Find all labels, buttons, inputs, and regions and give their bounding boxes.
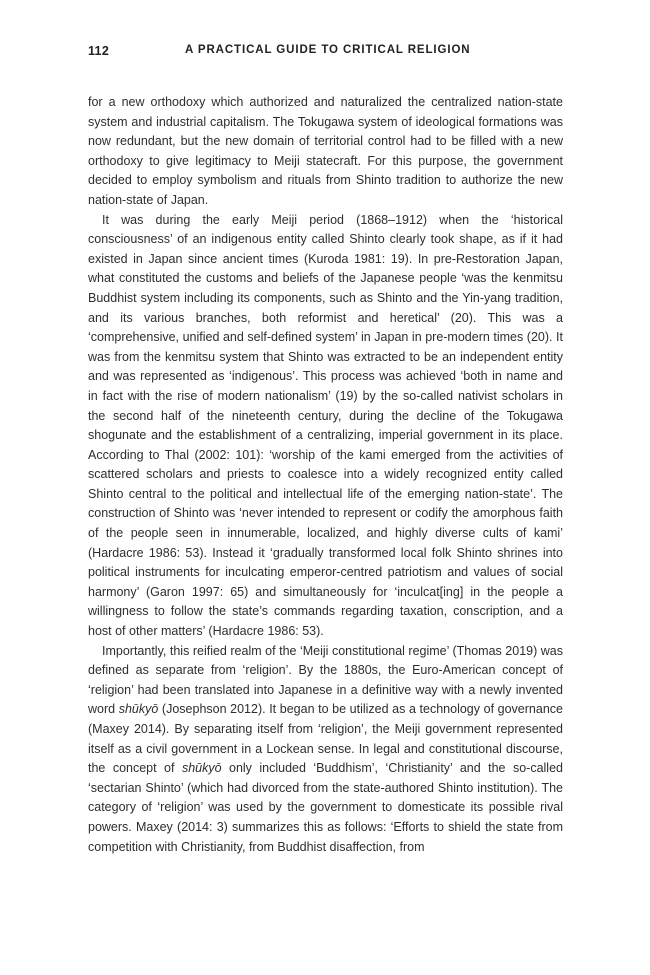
paragraph-3 (88, 642, 563, 858)
body-text (88, 93, 563, 857)
page-number: 112 (88, 44, 110, 58)
page-header (88, 44, 563, 64)
paragraph-1 (88, 93, 563, 211)
term-shukyo: shūkyō (118, 702, 159, 717)
paragraph-2 (88, 211, 563, 642)
term-shukyo: shūkyō (181, 761, 222, 776)
paragraph-3-text-c: only included ‘Buddhism’, ‘Christianity’ and the so-called ‘sectarian Shinto’ (which had divorced from the state-authored Shinto institution). The category of ‘religion’ was used by the government to domesticate its possible rival powers. Maxey (2014: 3) summarizes this as follows: ‘Efforts to shield the state from competition with Christianity, from Buddhist disaffection, from (88, 761, 563, 854)
paragraph-2-text: It was during the early Meiji period (1868–1912) when the ‘historical consciousness’ of an indigenous entity called Shinto clearly took shape, as if it had existed in Japan since ancient times (Kuroda 1981: 19). In pre-Restoration Japan, what constituted the customs and beliefs of the Japanese people ‘was the kenmitsu Buddhist system including its components, such as Shinto and the Yin-yang tradition, and its various branches, both reformist and heretical’ (20). This was a ‘comprehensive, unified and self-defined system’ in Japan in pre-modern times (20). It was from the kenmitsu system that Shinto was extracted to be an independent entity and was represented as ‘indigenous’. This process was achieved ‘both in name and in fact with the rise of modern nationalism’ (19) by the so-called nativist scholars in the second half of the nineteenth century, during the decline of the Tokugawa shogunate and the establishment of a centralizing, imperial government in its place. According to Thal (2002: 101): ‘worship of the kami emerged from the activities of scattered scholars and priests to coalesce into a widely recognized entity called Shinto central to the political and intellectual life of the emerging nation-state’. The construction of Shinto was ‘never intended to represent or codify the amorphous faith of the people seen in innumerable, localized, and highly diverse cults of kami’ (Hardacre 1986: 53). Instead it ‘gradually transformed local folk Shinto shrines into political instruments for inculcating emperor-centred patriotism and values of social harmony’ (Garon 1997: 65) and simultaneously for ‘inculcat[ing] in the people a willingness to follow the state’s commands regarding taxation, conscription, and a host of other matters’ (Hardacre 1986: 53). (88, 212, 563, 639)
paragraph-3-text-a: Importantly, this reified realm of the ‘Meiji constitutional regime’ (Thomas 2019) was defined as separate from ‘religion’. By the 1880s, the Euro-American concept of ‘religion’ had been translated into Japanese in a definitive way with a newly invented word (88, 643, 563, 717)
paragraph-1-text: for a new orthodoxy which authorized and naturalized the centralized nation-state system and industrial capitalism. The Tokugawa system of ideological formations was now redundant, but the new domain of territorial control had to be filled with a new orthodoxy to give legitimacy to Meiji statecraft. For this purpose, the government decided to employ symbolism and rituals from Shinto tradition to authorize the new nation-state of Japan. (88, 95, 563, 207)
paragraph-3-text-b: (Josephson 2012). It began to be utilized as a technology of governance (Maxey 2014). By separating itself from ‘religion’, the Meiji government represented itself as a civil government in a Lockean sense. In legal and constitutional discourse, the concept of (88, 702, 563, 776)
running-head: A PRACTICAL GUIDE TO CRITICAL RELIGION (185, 44, 471, 56)
